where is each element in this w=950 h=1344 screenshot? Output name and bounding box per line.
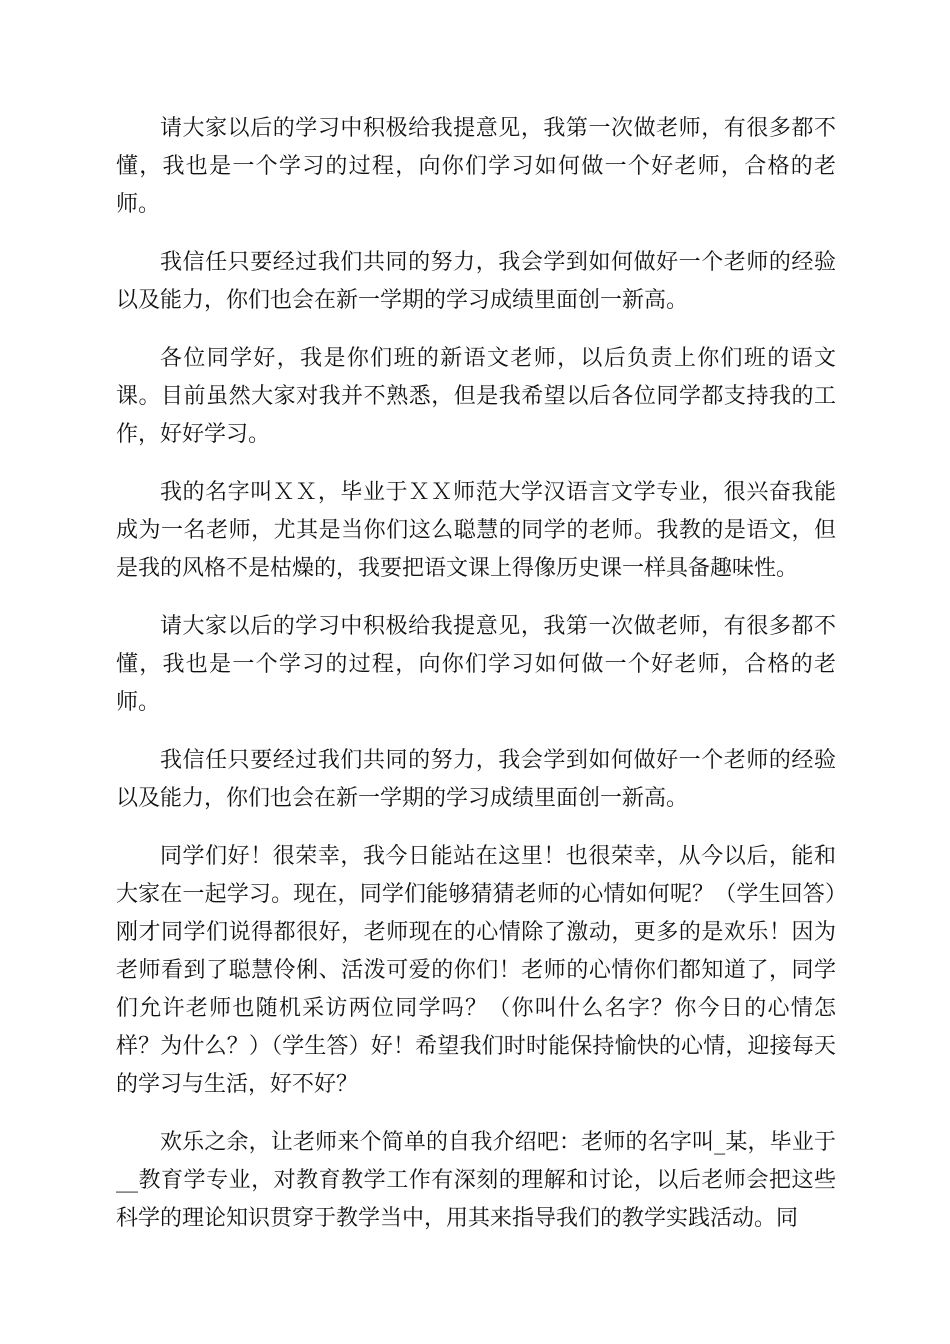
paragraph-3: 各位同学好，我是你们班的新语文老师，以后负责上你们班的语文课。目前虽然大家对我并不熟悉，但是我希望以后各位同学都支持我的工作，好好学习。	[116, 346, 836, 447]
paragraph-5: 请大家以后的学习中积极给我提意见，我第一次做老师，有很多都不懂，我也是一个学习的过程，向你们学习如何做一个好老师，合格的老师。	[116, 614, 836, 715]
paragraph-4: 我的名字叫ＸＸ，毕业于ＸＸ师范大学汉语言文学专业，很兴奋我能成为一名老师，尤其是当你们这么聪慧的同学的老师。我教的是语文，但是我的风格不是枯燥的，我要把语文课上得像历史课一样具备趣味性。	[116, 480, 836, 581]
paragraph-2: 我信任只要经过我们共同的努力，我会学到如何做好一个老师的经验以及能力，你们也会在新一学期的学习成绩里面创一新高。	[116, 250, 836, 313]
paragraph-7: 同学们好！很荣幸，我今日能站在这里！也很荣幸，从今以后，能和大家在一起学习。现在，同学们能够猜猜老师的心情如何呢？（学生回答）刚才同学们说得都很好，老师现在的心情除了激动，更多的是欢乐！因为老师看到了聪慧伶俐、活泼可爱的你们！老师的心情你们都知道了，同学们允许老师也随机采访两位同学吗？（你叫什么名字？你今日的心情怎样？为什么？）（学生答）好！希望我们时时能保持愉快的心情，迎接每天的学习与生活，好不好？	[116, 844, 836, 1097]
paragraph-1: 请大家以后的学习中积极给我提意见，我第一次做老师，有很多都不懂，我也是一个学习的过程，向你们学习如何做一个好老师，合格的老师。	[116, 116, 836, 217]
document-page	[116, 110, 836, 1258]
paragraph-6: 我信任只要经过我们共同的努力，我会学到如何做好一个老师的经验以及能力，你们也会在新一学期的学习成绩里面创一新高。	[116, 748, 836, 811]
paragraph-8: 欢乐之余，让老师来个简单的自我介绍吧：老师的名字叫_某，毕业于__教育学专业，对教育教学工作有深刻的理解和讨论，以后老师会把这些科学的理论知识贯穿于教学当中，用其来指导我们的教学实践活动。同	[116, 1130, 836, 1231]
